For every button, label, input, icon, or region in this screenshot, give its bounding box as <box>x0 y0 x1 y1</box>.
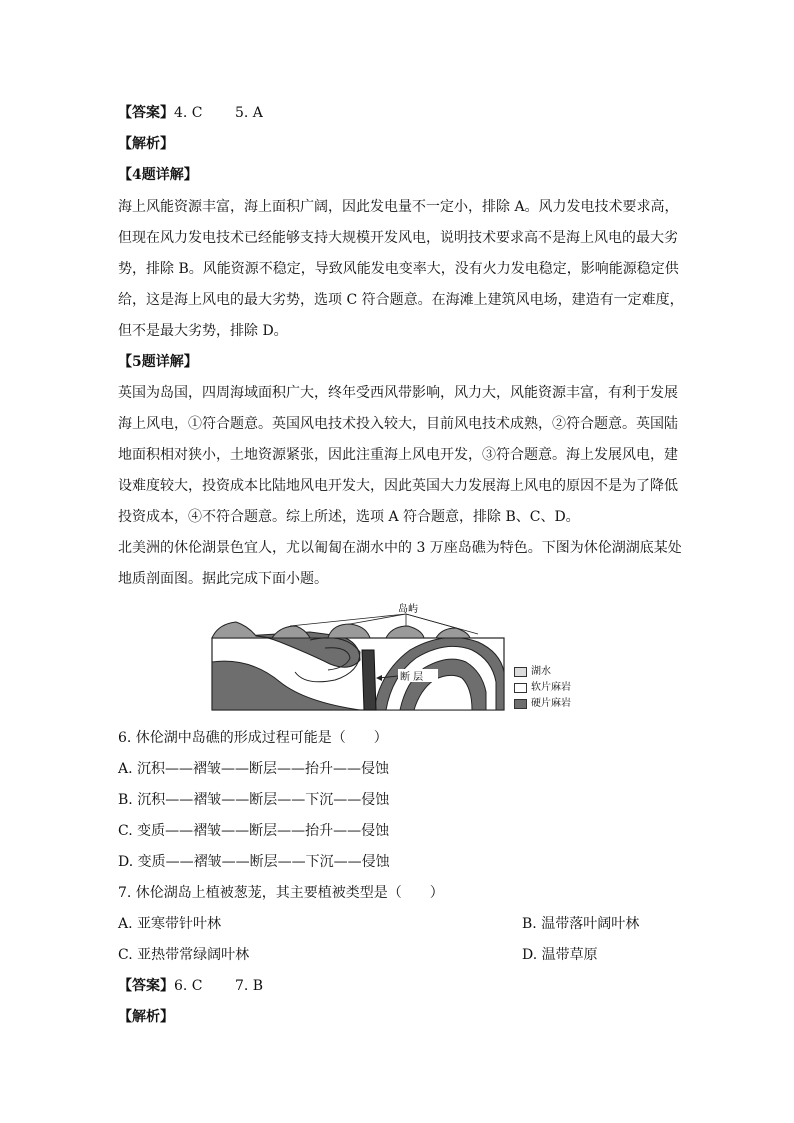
q6-option: D. 变质——褶皱——断层——下沉——侵蚀 <box>118 854 390 870</box>
q6-option: B. 沉积——褶皱——断层——下沉——侵蚀 <box>118 792 390 808</box>
legend-item-soft-gneiss: 软片麻岩 <box>514 682 571 694</box>
analysis-heading: 【解析】 <box>118 136 174 152</box>
intro-line: 北美洲的休伦湖景色宜人，尤以匍匐在湖水中的 3 万座岛礁为特色。下图为休伦湖湖底某处 <box>118 540 682 556</box>
q7-option: A. 亚寒带针叶林 <box>118 916 222 932</box>
legend-swatch <box>514 683 527 693</box>
legend-item-lake-water: 湖水 <box>514 666 551 678</box>
q5-paragraph-line: 设难度较大，投资成本比陆地风电开发大，因此英国大力发展海上风电的原因不是为了降低 <box>118 478 678 494</box>
analysis-heading: 【解析】 <box>118 1009 174 1025</box>
q6-option: A. 沉积——褶皱——断层——抬升——侵蚀 <box>118 761 390 777</box>
q7-stem: 7. 休伦湖岛上植被葱茏，其主要植被类型是（ ） <box>118 885 444 901</box>
geologic-cross-section-figure <box>210 602 620 714</box>
q7-options-row <box>118 914 678 934</box>
q4-paragraph-line: 势，排除 B。风能资源不稳定，导致风能发电变率大，没有火力发电稳定，影响能源稳定供 <box>118 261 679 277</box>
q5-paragraph-line: 海上风电，①符合题意。英国风电技术投入较大，目前风电技术成熟，②符合题意。英国陆 <box>118 416 678 432</box>
q5-detail-heading: 【5题详解】 <box>118 354 198 370</box>
q7-options-row <box>118 945 678 965</box>
island-label: 岛屿 <box>398 604 418 615</box>
q6-option: C. 变质——褶皱——断层——抬升——侵蚀 <box>118 823 390 839</box>
q5-paragraph-line: 投资成本，④不符合题意。综上所述，选项 A 符合题意，排除 B、C、D。 <box>118 509 580 525</box>
q4-paragraph-line: 给，这是海上风电的最大劣势，选项 C 符合题意。在海滩上建筑风电场，建造有一定难度， <box>118 292 684 308</box>
answer-6-7: 【答案】6. C 7. B <box>118 978 264 994</box>
fault-zone <box>362 650 376 710</box>
q5-paragraph-line: 英国为岛国，四周海域面积广大，终年受西风带影响，风力大，风能资源丰富，有利于发展 <box>118 385 678 401</box>
answer-4-5: 【答案】4. C 5. A <box>118 105 263 121</box>
q4-paragraph-line: 但现在风力发电技术已经能够支持大规模开发风电，说明技术要求高不是海上风电的最大劣 <box>118 230 678 246</box>
fault-label: 断 层 <box>400 672 424 683</box>
intro-line: 地质剖面图。据此完成下面小题。 <box>118 571 328 587</box>
legend-swatch <box>514 667 527 677</box>
q7-option: D. 温带草原 <box>522 947 598 963</box>
q4-paragraph-line: 但不是最大劣势，排除 D。 <box>118 323 288 339</box>
legend-swatch <box>514 699 527 709</box>
q7-option: B. 温带落叶阔叶林 <box>522 916 640 932</box>
q6-stem: 6. 休伦湖中岛礁的形成过程可能是（ ） <box>118 730 388 746</box>
q5-paragraph-line: 地面积相对狭小，土地资源紧张，因此注重海上风电开发，③符合题意。海上发展风电，建 <box>118 447 678 463</box>
q4-paragraph-line: 海上风能资源丰富，海上面积广阔，因此发电量不一定小，排除 A。风力发电技术要求高， <box>118 199 679 215</box>
islands <box>212 622 504 638</box>
q7-option: C. 亚热带常绿阔叶林 <box>118 947 250 963</box>
legend-item-hard-gneiss: 硬片麻岩 <box>514 698 571 710</box>
q4-detail-heading: 【4题详解】 <box>118 167 198 183</box>
